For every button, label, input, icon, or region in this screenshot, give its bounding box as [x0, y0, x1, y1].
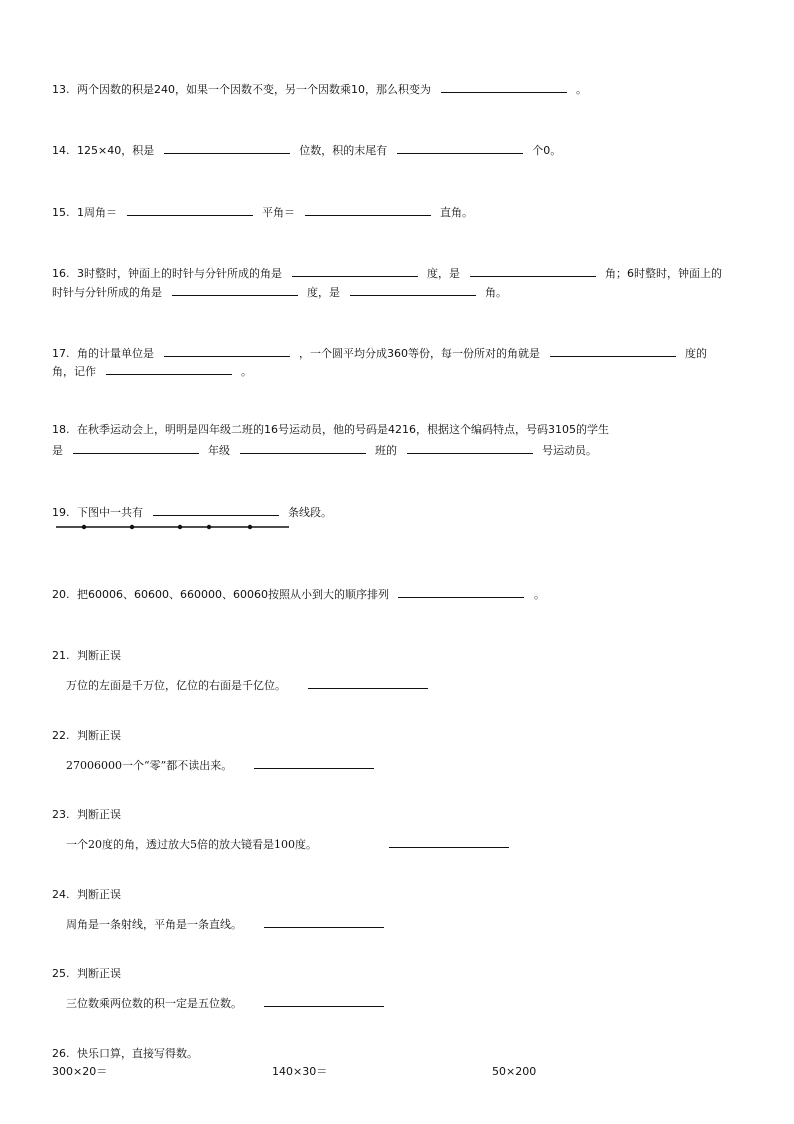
answer-blank[interactable]	[73, 441, 199, 454]
question-number: 17.	[52, 347, 70, 360]
answer-blank[interactable]	[264, 994, 384, 1007]
question-number: 19.	[52, 506, 70, 519]
statement-text: 三位数乘两位数的积一定是五位数。	[66, 997, 242, 1010]
question-text: 个0。	[532, 144, 562, 157]
question-number: 14.	[52, 144, 70, 157]
question-title: 判断正误	[77, 888, 121, 901]
question-text: 1周角＝	[77, 206, 117, 219]
question-text: 度，是	[307, 286, 340, 299]
question-text: 角的计量单位是	[77, 347, 154, 360]
answer-blank[interactable]	[441, 80, 567, 93]
question-text: 时针与分针所成的角是	[52, 286, 162, 299]
segment-point	[82, 525, 86, 529]
question-number: 18.	[52, 423, 70, 436]
mental-math-item: 50×200	[492, 1065, 537, 1078]
question-23-header	[52, 808, 121, 822]
statement-text: 一个20度的角，透过放大5倍的放大镜看是100度。	[66, 838, 317, 851]
question-13	[52, 80, 587, 97]
answer-blank[interactable]	[106, 362, 232, 375]
answer-blank[interactable]	[350, 283, 476, 296]
question-text: 。	[533, 588, 545, 601]
question-text: 把60006、60600、660000、60060按照从小到大的顺序排列	[77, 588, 389, 601]
answer-blank[interactable]	[389, 835, 509, 848]
question-text: 度的	[685, 347, 707, 360]
question-title: 判断正误	[77, 808, 121, 821]
answer-blank[interactable]	[254, 756, 374, 769]
question-number: 24.	[52, 888, 70, 901]
question-text: 位数，积的末尾有	[299, 144, 388, 157]
answer-blank[interactable]	[398, 585, 524, 598]
answer-blank[interactable]	[164, 141, 290, 154]
question-23-statement	[66, 835, 515, 852]
question-text: 年级	[208, 444, 230, 457]
question-17-line-2	[52, 362, 252, 379]
question-text: 角，记作	[52, 365, 96, 378]
segment-point	[207, 525, 211, 529]
question-title: 判断正误	[77, 649, 121, 662]
question-number: 13.	[52, 83, 70, 96]
question-16-line-1	[52, 264, 722, 281]
question-17-line-1	[52, 344, 707, 361]
answer-blank[interactable]	[292, 264, 418, 277]
question-text: 角；6时整时，钟面上的	[605, 267, 722, 280]
question-number: 21.	[52, 649, 70, 662]
question-title: 判断正误	[77, 967, 121, 980]
segment-point	[178, 525, 182, 529]
question-number: 25.	[52, 967, 70, 980]
question-text: 平角＝	[262, 206, 295, 219]
question-24-header	[52, 888, 121, 902]
question-19	[52, 503, 332, 520]
question-21-statement	[66, 676, 434, 693]
answer-blank[interactable]	[470, 264, 596, 277]
statement-text: 27006000一个“零”都不读出来。	[66, 759, 233, 772]
answer-blank[interactable]	[164, 344, 290, 357]
question-15	[52, 203, 473, 220]
answer-blank[interactable]	[397, 141, 523, 154]
question-number: 20.	[52, 588, 70, 601]
answer-blank[interactable]	[550, 344, 676, 357]
answer-blank[interactable]	[240, 441, 366, 454]
answer-blank[interactable]	[127, 203, 253, 216]
question-text: 是	[52, 444, 63, 457]
mental-math-item: 140×30＝	[272, 1065, 328, 1078]
question-number: 15.	[52, 206, 70, 219]
question-text: 在秋季运动会上，明明是四年级二班的16号运动员，他的号码是4216，根据这个编码特点，号码3105的学生	[77, 423, 609, 436]
line-segment-figure	[54, 520, 294, 534]
question-text: 条线段。	[288, 506, 332, 519]
segment-point	[130, 525, 134, 529]
question-number: 22.	[52, 729, 70, 742]
question-text: 号运动员。	[542, 444, 597, 457]
answer-blank[interactable]	[308, 676, 428, 689]
question-text: 下图中一共有	[77, 506, 143, 519]
statement-text: 万位的左面是千万位，亿位的右面是千亿位。	[66, 679, 286, 692]
answer-blank[interactable]	[172, 283, 298, 296]
answer-blank[interactable]	[305, 203, 431, 216]
question-text: 班的	[375, 444, 397, 457]
question-text: 125×40，积是	[77, 144, 155, 157]
question-25-statement	[66, 994, 390, 1011]
question-text: 。	[576, 83, 587, 96]
segment-point	[248, 525, 252, 529]
question-title: 快乐口算，直接写得数。	[77, 1047, 198, 1060]
answer-blank[interactable]	[407, 441, 533, 454]
question-22-statement	[66, 756, 380, 773]
question-title: 判断正误	[77, 729, 121, 742]
question-18-line-2	[52, 441, 597, 458]
question-number: 26.	[52, 1047, 70, 1060]
question-text: 角。	[485, 286, 507, 299]
answer-blank[interactable]	[264, 915, 384, 928]
question-number: 23.	[52, 808, 70, 821]
question-number: 16.	[52, 267, 70, 280]
answer-blank[interactable]	[153, 503, 279, 516]
question-text: 。	[241, 365, 252, 378]
statement-text: 周角是一条射线，平角是一条直线。	[66, 918, 242, 931]
question-21-header	[52, 649, 121, 663]
question-20	[52, 585, 545, 602]
question-text: ，一个圆平均分成360等份，每一份所对的角就是	[299, 347, 540, 360]
question-26-header	[52, 1047, 198, 1061]
question-text: 直角。	[440, 206, 473, 219]
question-text: 度，是	[427, 267, 460, 280]
question-text: 3时整时，钟面上的时针与分针所成的角是	[77, 267, 282, 280]
question-14	[52, 141, 561, 158]
question-25-header	[52, 967, 121, 981]
question-16-line-2	[52, 283, 507, 300]
question-24-statement	[66, 915, 390, 932]
question-18-line-1	[52, 423, 609, 437]
mental-math-item: 300×20＝	[52, 1065, 108, 1078]
question-text: 两个因数的积是240，如果一个因数不变，另一个因数乘10，那么积变为	[77, 83, 431, 96]
question-22-header	[52, 729, 121, 743]
